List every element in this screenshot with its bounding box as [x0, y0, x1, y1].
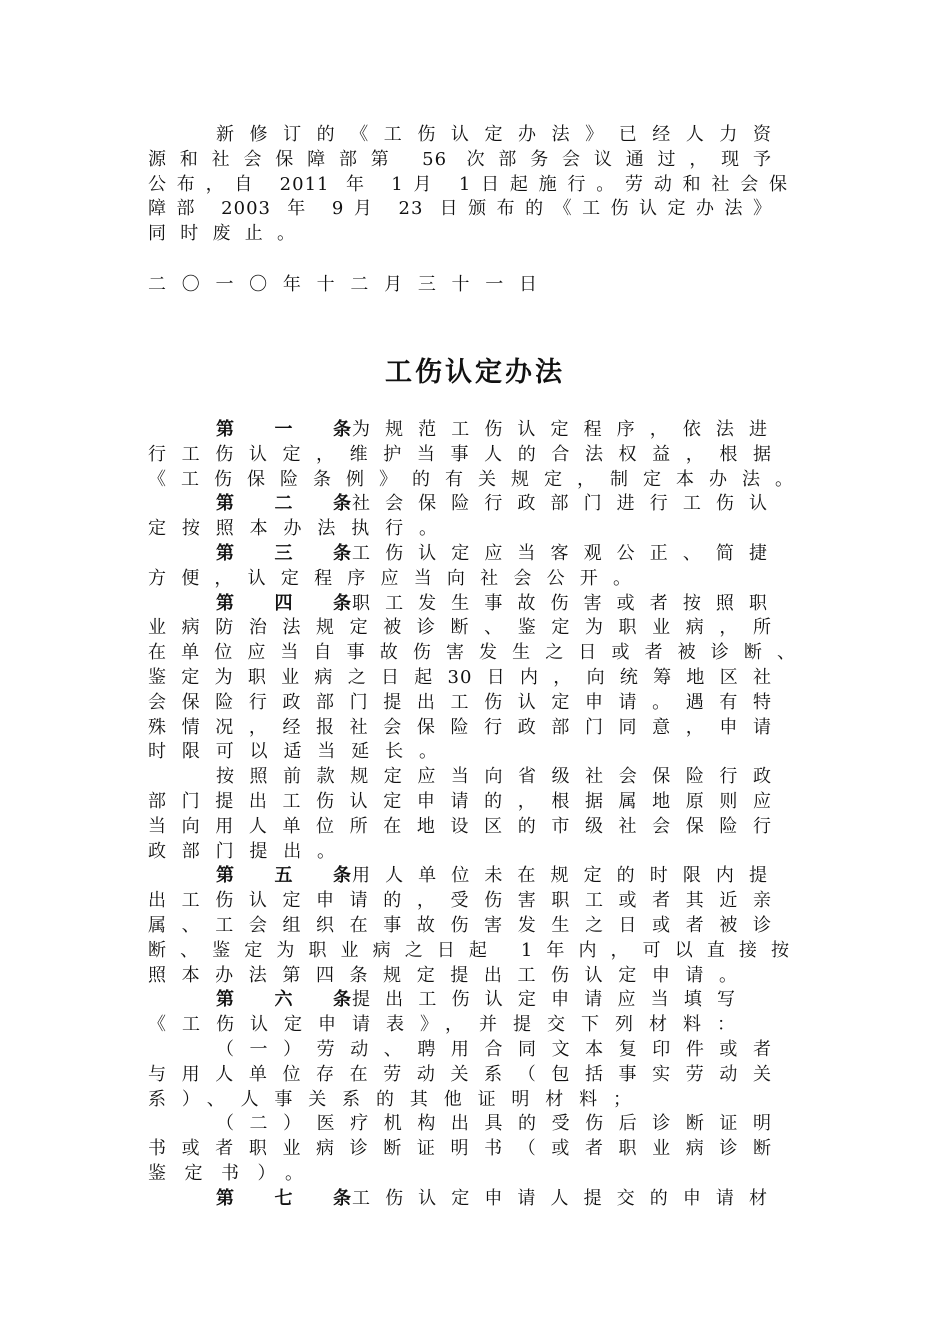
- article-line: 与用人单位存在劳动关系（包括事实劳动关: [148, 1063, 772, 1085]
- article-line: 政部门提出。: [148, 840, 336, 862]
- article-line: 时限可以适当延长。: [148, 741, 438, 763]
- article-line: 定按照本办法执行。: [148, 518, 438, 540]
- article-line: 行工伤认定，维护当事人的合法权益，根据: [148, 443, 772, 465]
- article-line: （二）医疗机构出具的受伤后诊断证明: [216, 1113, 772, 1135]
- article-line: 部门提出工伤认定申请的，根据属地原则应: [148, 790, 772, 812]
- preamble: [148, 123, 788, 247]
- article-label: 第三条: [216, 542, 352, 564]
- article-5-first-line: [148, 864, 772, 889]
- article-text: 职工发生事故伤害或者按照职: [352, 592, 768, 614]
- preamble-line: 新修订的《工伤认定办法》已经人力资: [216, 124, 772, 145]
- articles: [148, 418, 796, 1212]
- article-label: 第二条: [216, 493, 352, 515]
- article-line: 按照前款规定应当向省级社会保险行政: [216, 766, 772, 788]
- issue-date: 二〇一〇年十二月三十一日: [148, 274, 538, 295]
- article-line: 系）、人事关系的其他证明材料；: [148, 1088, 632, 1110]
- document-title: 工伤认定办法: [385, 357, 565, 388]
- article-line: 《工伤认定申请表》，并提交下列材料：: [148, 1014, 736, 1036]
- article-text: 为规范工伤认定程序，依法进: [352, 419, 768, 440]
- article-line: 照本办法第四条规定提出工伤认定申请。: [148, 964, 738, 986]
- article-line: （一）劳动、聘用合同文本复印件或者: [216, 1038, 772, 1060]
- article-text: 用人单位未在规定的时限内提: [352, 865, 768, 887]
- article-3-first-line: [148, 542, 772, 567]
- article-6-first-line: [148, 988, 772, 1013]
- article-4-first-line: [148, 592, 772, 617]
- issue-date-block: [148, 273, 538, 298]
- preamble-line: 障部 2003 年 9月 23 日颁布的《工伤认定办法》: [148, 198, 772, 220]
- article-label: 第一条: [216, 419, 352, 440]
- article-text: 工伤认定应当客观公正、简捷: [352, 542, 768, 564]
- article-label: 第六条: [216, 989, 352, 1011]
- article-line: 业病防治法规定被诊断、鉴定为职业病，所: [148, 617, 772, 639]
- article-line: 殊情况，经报社会保险行政部门同意，申请: [148, 716, 772, 738]
- article-line: 断、鉴定为职业病之日起 1年内，可以直接按: [148, 939, 790, 961]
- article-line: 在单位应当自事故伤害发生之日或者被诊断、: [148, 642, 796, 664]
- article-line: 会保险行政部门提出工伤认定申请。遇有特: [148, 691, 772, 713]
- preamble-line: 公布，自 2011 年 1月 1日起施行。劳动和社会保: [148, 173, 788, 195]
- article-line: 《工伤保险条例》的有关规定，制定本办法。: [148, 468, 794, 490]
- article-2-first-line: [148, 492, 772, 517]
- article-line: 出工伤认定申请的，受伤害职工或者其近亲: [148, 890, 772, 912]
- article-line: 鉴定为职业病之日起30日内，向统筹地区社: [148, 666, 772, 688]
- article-label: 第四条: [216, 592, 352, 614]
- article-text: 工伤认定申请人提交的申请材: [352, 1187, 768, 1209]
- article-label: 第五条: [216, 865, 352, 887]
- preamble-line: 源和社会保障部第 56 次部务会议通过，现予: [148, 148, 772, 170]
- article-7-first-line: [148, 1187, 772, 1212]
- article-line: 方便，认定程序应当向社会公开。: [148, 567, 632, 589]
- article-label: 第七条: [216, 1187, 352, 1209]
- article-line: 属、工会组织在事故伤害发生之日或者被诊: [148, 914, 772, 936]
- article-line: 书或者职业病诊断证明书（或者职业病诊断: [148, 1138, 772, 1160]
- article-line: 鉴定书）。: [148, 1162, 304, 1184]
- article-text: 提出工伤认定申请应当填写: [352, 989, 736, 1011]
- article-line: 当向用人单位所在地设区的市级社会保险行: [148, 815, 772, 837]
- article-text: 社会保险行政部门进行工伤认: [352, 493, 768, 515]
- preamble-line: 同时废止。: [148, 223, 296, 245]
- article-1-first-line: [148, 418, 772, 443]
